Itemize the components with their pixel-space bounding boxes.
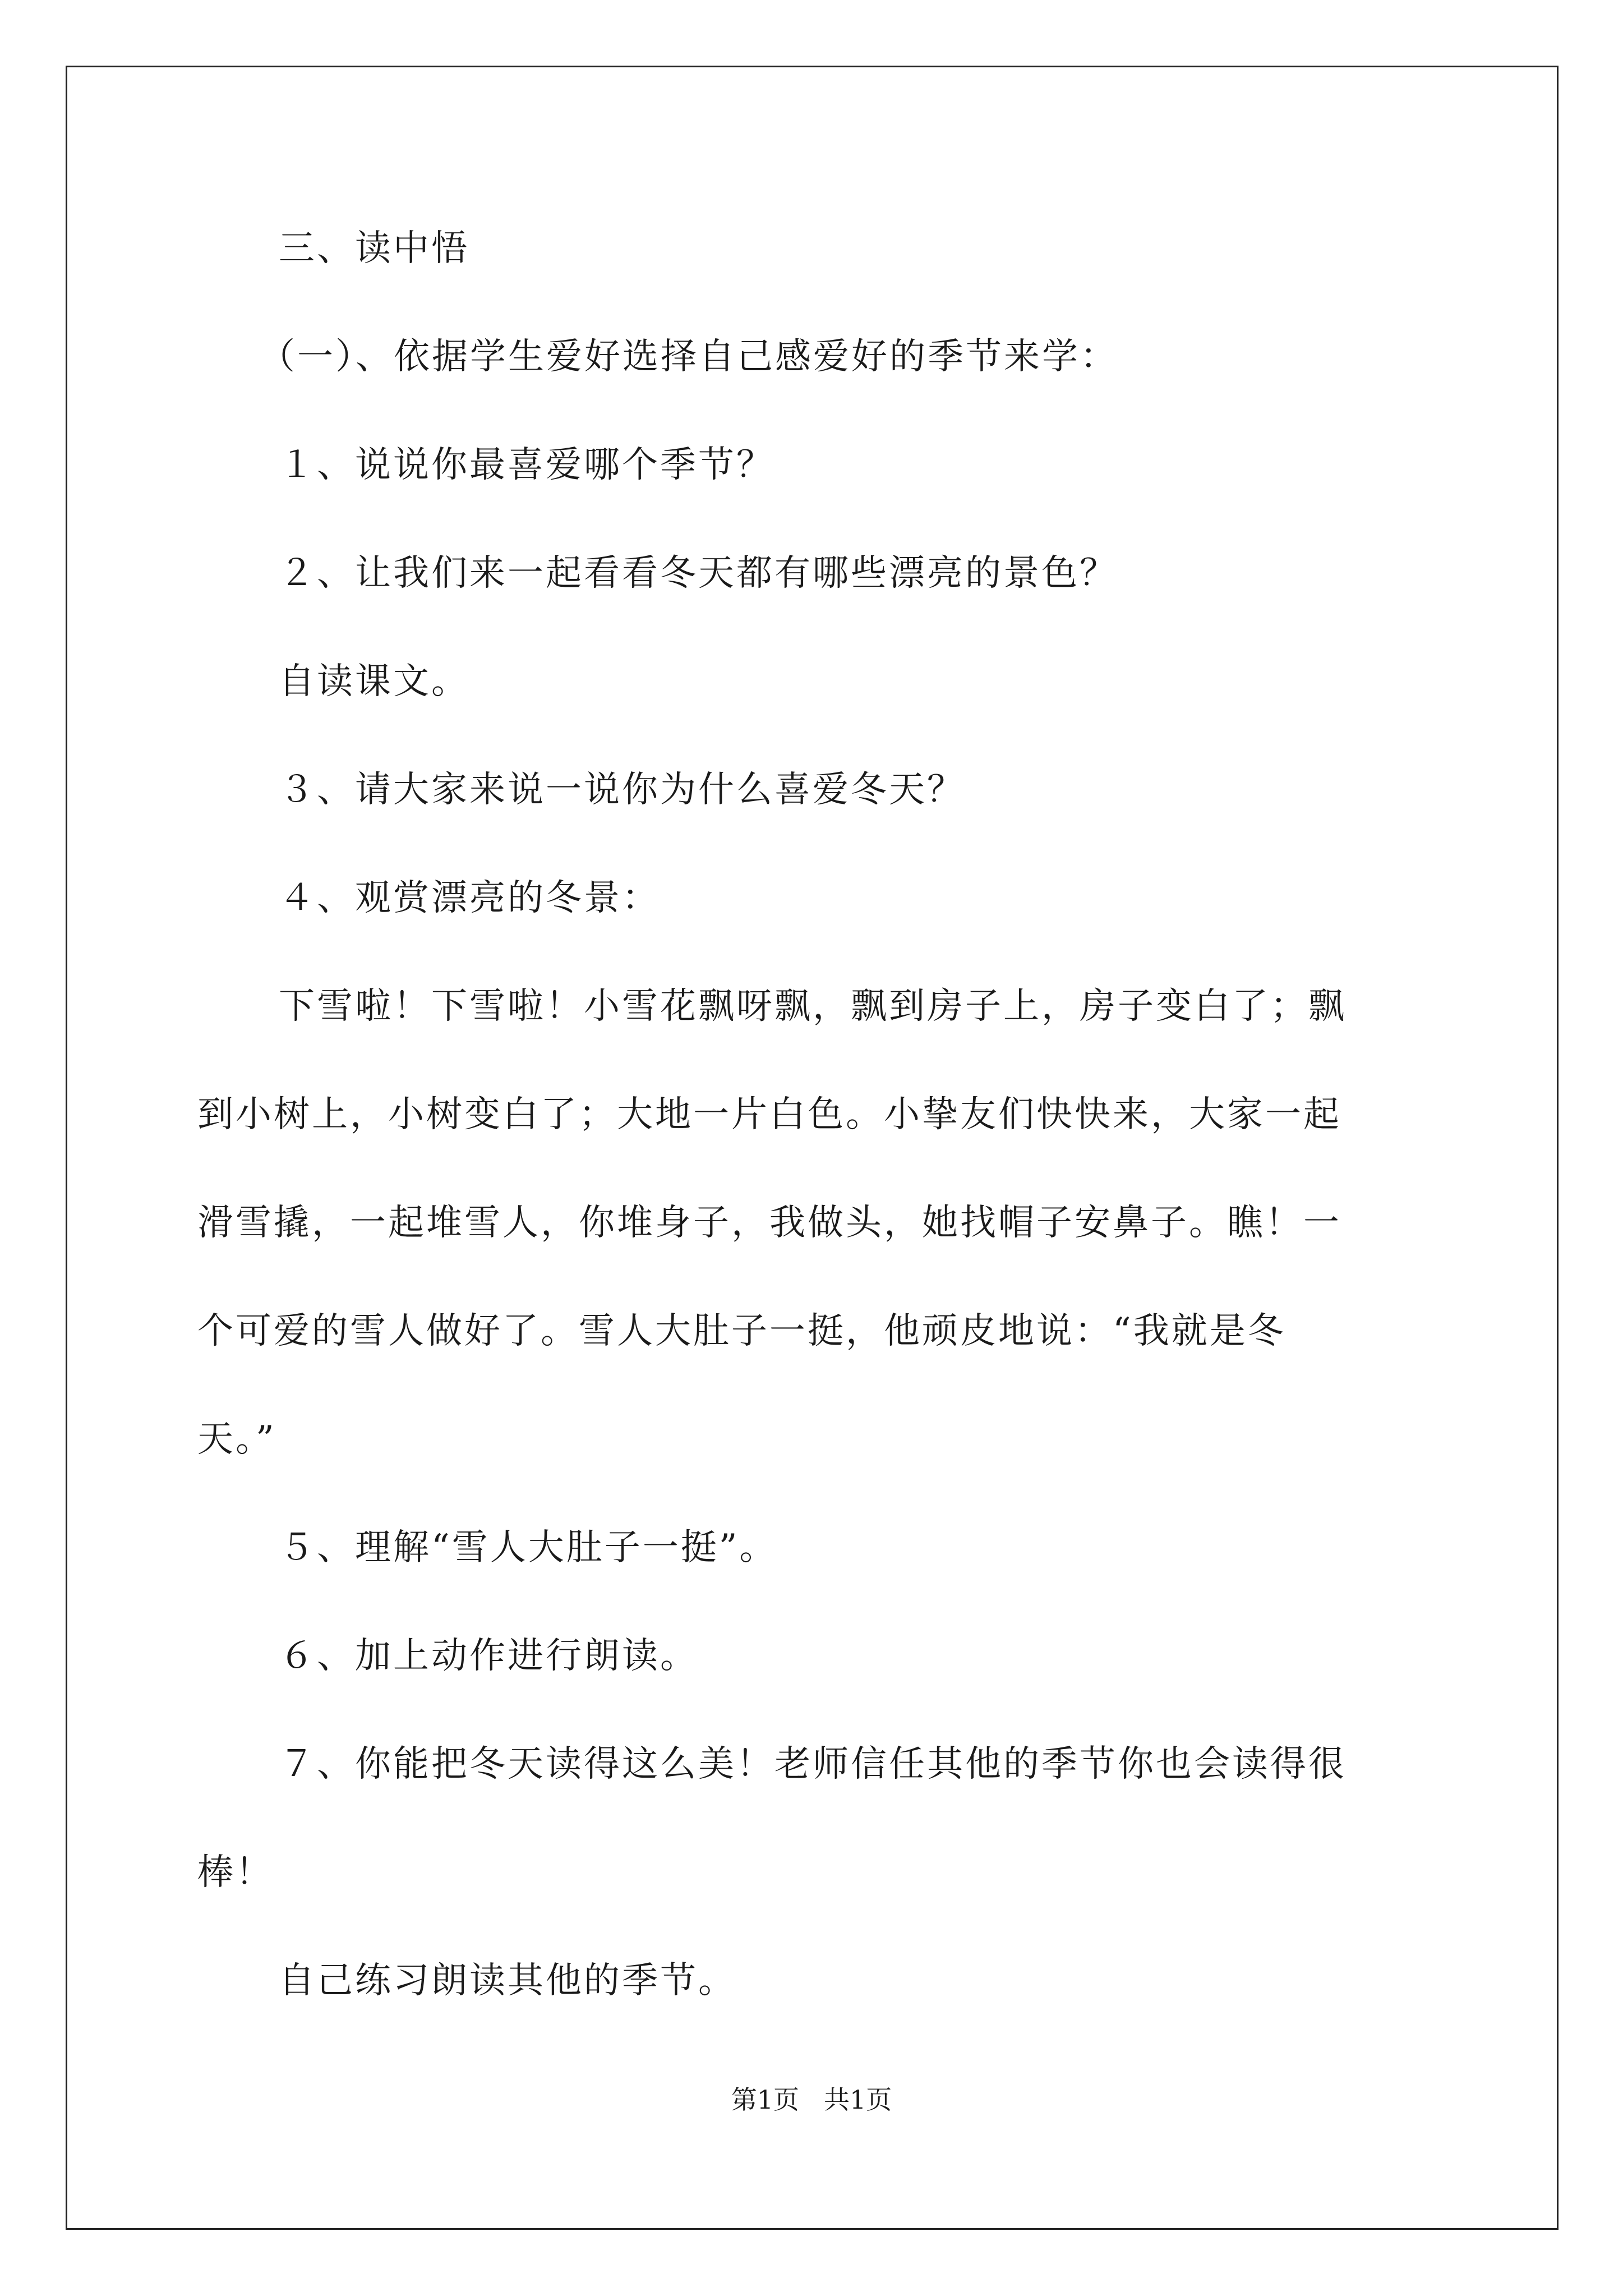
paragraph: （一）、依据学生爱好选择自己感爱好的季节来学：	[259, 336, 1118, 378]
page-count: 共1页	[824, 2085, 892, 2115]
paragraph: ３、请大家来说一说你为什么喜爱冬天？	[279, 769, 965, 811]
paragraph: １、说说你最喜爱哪个季节？	[279, 444, 774, 486]
paragraph-line: 下雪啦！下雪啦！小雪花飘呀飘，飘到房子上，房子变白了；飘	[279, 986, 1347, 1027]
paragraph-line: 棒！	[197, 1852, 274, 1893]
paragraph: ４、观赏漂亮的冬景：	[279, 877, 660, 919]
section-heading: 三、读中悟	[279, 228, 469, 269]
paragraph-line: 滑雪撬，一起堆雪人，你堆身子，我做头，她找帽子安鼻子。瞧！一	[197, 1202, 1341, 1244]
paragraph-line: ７、你能把冬天读得这么美！老师信任其他的季节你也会读得很	[279, 1743, 1347, 1785]
paragraph: 自读课文。	[279, 661, 469, 702]
paragraph-line: 个可爱的雪人做好了。雪人大肚子一挺，他顽皮地说：“我就是冬	[197, 1310, 1286, 1352]
paragraph: ５、理解“雪人大肚子一挺”。	[279, 1527, 778, 1568]
paragraph: ６、加上动作进行朗读。	[279, 1635, 698, 1677]
paragraph: ２、让我们来一起看看冬天都有哪些漂亮的景色？	[279, 553, 1118, 594]
page-number: 第1页	[731, 2085, 799, 2115]
paragraph: 自己练习朗读其他的季节。	[279, 1960, 736, 2001]
paragraph-line: 天。”	[197, 1419, 276, 1460]
paragraph-line: 到小树上，小树变白了；大地一片白色。小挚友们快快来，大家一起	[197, 1094, 1341, 1135]
page-footer	[0, 2084, 1623, 2115]
